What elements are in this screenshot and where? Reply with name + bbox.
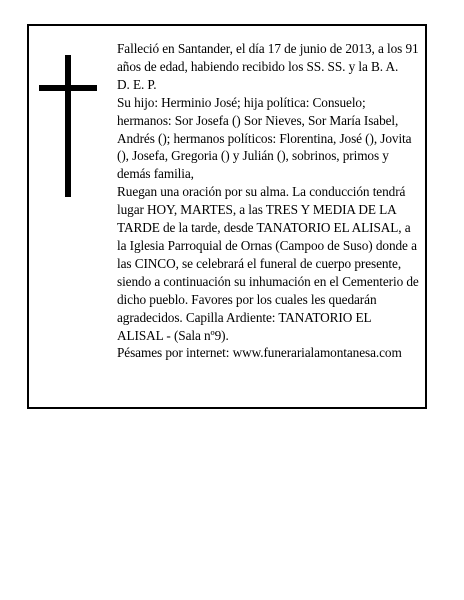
family-list: Su hijo: Herminio José; hija política: Consuelo; hermanos: Sor Josefa () Sor Nieves, Sor María Isabel, Andrés (); hermanos políticos: Florentina, José (), Jovita (), Josefa, Gregoria () y Julián (), sobrinos, primos y demás familia, (117, 94, 412, 182)
cross-icon (39, 55, 97, 197)
obituary-notice (27, 24, 427, 409)
cross-horizontal-bar (39, 85, 97, 91)
rest-in-peace: D. E. P. (117, 76, 157, 92)
funeral-details: Ruegan una oración por su alma. La conducción tendrá lugar HOY, MARTES, a las TRES Y MEDIA DE LA TARDE de la tarde, desde TANATORIO EL ALISAL, a la Iglesia Parroquial de Ornas (Campoo de Suso) donde a las CINCO, se celebrará el funeral de cuerpo presente, siendo a continuación su inhumación en el Cementerio de dicho pueblo. Favores por los cuales les quedarán agradecidos. Capilla Ardiente: TANATORIO EL ALISAL - (Sala nº9). (117, 184, 419, 343)
cross-vertical-bar (65, 55, 71, 197)
notice-body (117, 40, 419, 362)
death-announcement: Falleció en Santander, el día 17 de junio de 2013, a los 91 años de edad, habiendo recibido los SS. SS. y la B. A. (117, 41, 419, 74)
condolences-line: Pésames por internet: www.funerarialamontanesa.com (117, 345, 402, 361)
